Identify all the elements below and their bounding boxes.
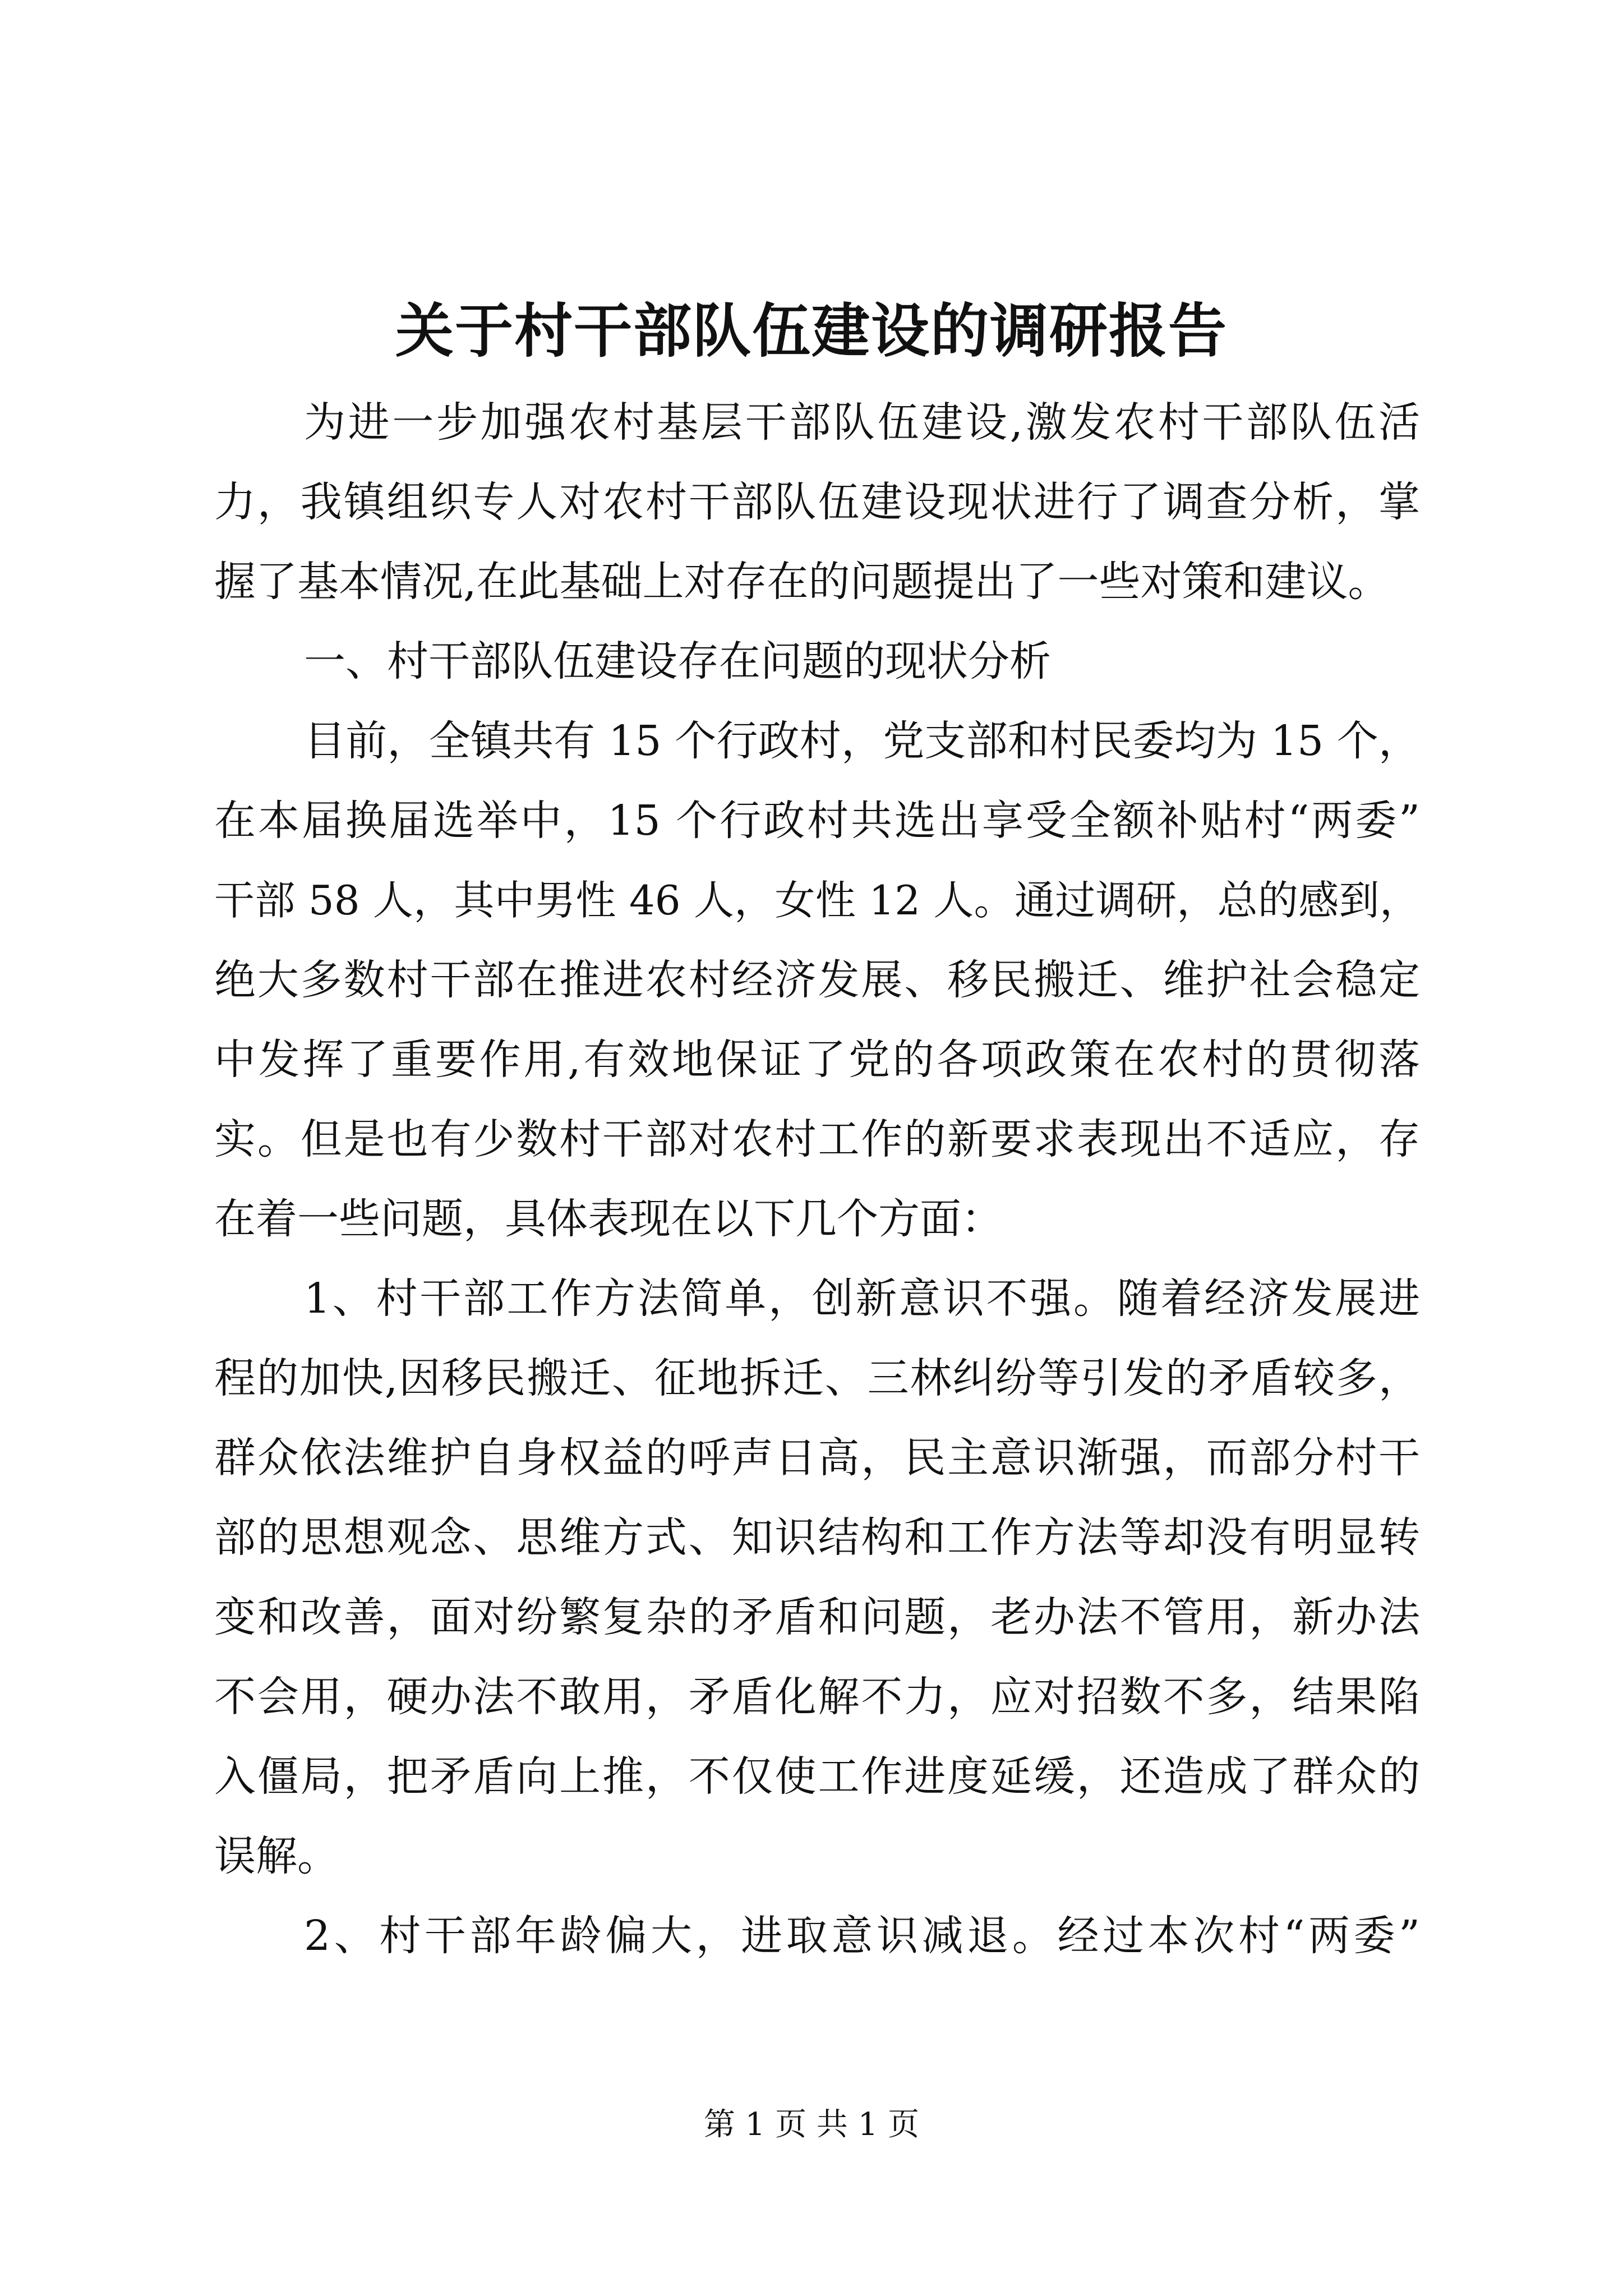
text-line: 干部 58 人，其中男性 46 人，女性 12 人。通过调研，总的感到，: [214, 877, 1420, 924]
text-line: 握了基本情况,在此基础上对存在的问题提出了一些对策和建议。: [214, 558, 1390, 606]
text-line: 变和改善，面对纷繁复杂的矛盾和问题，老办法不管用，新办法: [214, 1593, 1420, 1641]
text-line: 不会用，硬办法不敢用，矛盾化解不力，应对招数不多，结果陷: [214, 1673, 1420, 1721]
text-line: 2、村干部年龄偏大，进取意识减退。经过本次村“两委”: [304, 1912, 1420, 1960]
text-line: 实。但是也有少数村干部对农村工作的新要求表现出不适应，存: [214, 1115, 1420, 1163]
text-line: 目前，全镇共有 15 个行政村，党支部和村民委均为 15 个，: [304, 717, 1420, 765]
text-line: 部的思想观念、思维方式、知识结构和工作方法等却没有明显转: [214, 1513, 1420, 1562]
text-line: 入僵局，把矛盾向上推，不仅使工作进度延缓，还造成了群众的: [214, 1752, 1420, 1801]
text-line: 在本届换届选举中，15 个行政村共选出享受全额补贴村“两委”: [214, 797, 1420, 845]
section-heading: 一、村干部队伍建设存在问题的现状分析: [304, 637, 1051, 685]
text-line: 在着一些问题，具体表现在以下几个方面：: [214, 1195, 1003, 1243]
text-line: 为进一步加强农村基层干部队伍建设,激发农村干部队伍活: [304, 398, 1420, 447]
text-line: 力，我镇组织专人对农村干部队伍建设现状进行了调查分析，掌: [214, 478, 1420, 526]
text-line: 误解。: [214, 1832, 339, 1880]
text-line: 绝大多数村干部在推进农村经济发展、移民搬迁、维护社会稳定: [214, 956, 1420, 1004]
page-footer: 第 1 页 共 1 页: [703, 2106, 920, 2143]
document-title: 关于村干部队伍建设的调研报告: [395, 296, 1228, 365]
document-body: [214, 383, 1420, 1976]
text-line: 群众依法维护自身权益的呼声日高，民主意识渐强，而部分村干: [214, 1434, 1420, 1482]
text-line: 中发挥了重要作用,有效地保证了党的各项政策在农村的贯彻落: [214, 1036, 1420, 1084]
text-line: 程的加快,因移民搬迁、征地拆迁、三林纠纷等引发的矛盾较多，: [214, 1354, 1420, 1402]
text-line: 1、村干部工作方法简单，创新意识不强。随着经济发展进: [304, 1274, 1420, 1323]
